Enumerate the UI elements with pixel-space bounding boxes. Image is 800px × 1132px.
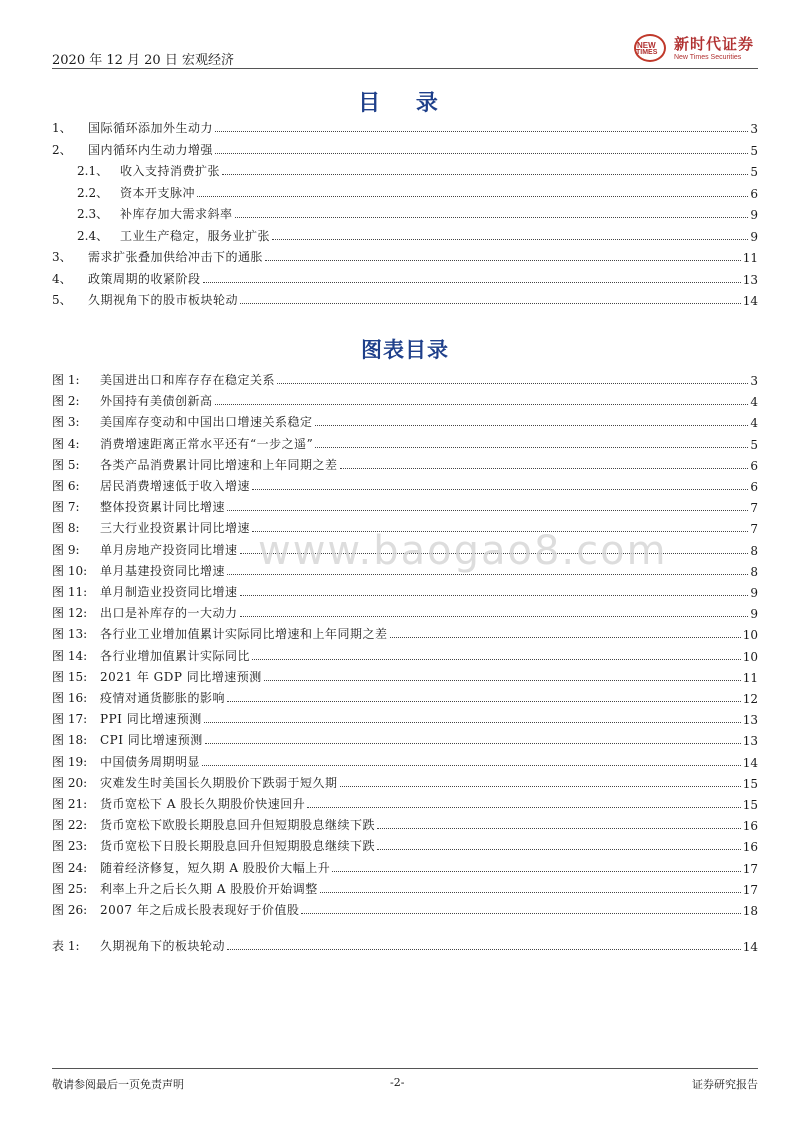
entry-number: 图 26: xyxy=(52,903,88,917)
entry-label: 各行业工业增加值累计实际同比增速和上年同期之差 xyxy=(100,627,388,642)
entry-page: 17 xyxy=(742,882,758,897)
footer-divider xyxy=(52,1068,758,1069)
dot-leader xyxy=(377,848,741,850)
dot-leader xyxy=(203,281,741,283)
toc-entry[interactable] xyxy=(52,455,758,473)
entry-number: 图 11: xyxy=(52,585,88,599)
entry-page: 5 xyxy=(750,165,758,179)
dot-leader xyxy=(215,403,749,405)
toc-entry[interactable] xyxy=(52,290,758,308)
entry-number: 图 24: xyxy=(52,860,88,875)
dot-leader xyxy=(315,424,749,426)
dot-leader xyxy=(315,446,748,448)
entry-number: 图 14: xyxy=(52,648,88,663)
entry-label: 中国债务周期明显 xyxy=(100,754,201,769)
entry-label: 各类产品消费累计同比增速和上年同期之差 xyxy=(100,457,338,472)
entry-page: 3 xyxy=(750,374,758,388)
logo-mark-bottom: TIMES xyxy=(635,49,658,56)
entry-number: 图 13: xyxy=(52,627,88,642)
toc-entry[interactable] xyxy=(52,118,758,136)
entry-page: 13 xyxy=(742,272,758,287)
entry-label: 2021 年 GDP 同比增速预测 xyxy=(100,669,262,684)
dot-leader xyxy=(227,948,741,950)
entry-number: 图 4: xyxy=(52,436,80,451)
entry-label: 需求扩张叠加供给冲击下的通胀 xyxy=(88,250,264,264)
entry-number: 图 16: xyxy=(52,691,88,705)
dot-leader xyxy=(272,238,748,240)
entry-page: 13 xyxy=(742,713,758,728)
entry-label: 货币宽松下 A 股长久期股价快速回升 xyxy=(100,797,306,811)
entry-label: 政策周期的收紧阶段 xyxy=(88,271,201,286)
entry-label: 整体投资累计同比增速 xyxy=(100,500,226,515)
entry-page: 9 xyxy=(750,586,758,600)
entry-label: 久期视角下的板块轮动 xyxy=(100,939,226,953)
company-logo xyxy=(632,32,754,66)
toc-entry[interactable] xyxy=(52,497,758,515)
entry-page: 5 xyxy=(750,143,758,158)
entry-page: 4 xyxy=(750,395,758,410)
toc-entry[interactable] xyxy=(52,434,758,452)
dot-leader xyxy=(340,467,749,469)
entry-number: 2.1、 xyxy=(77,164,109,178)
dot-leader xyxy=(227,509,748,511)
toc-entry[interactable] xyxy=(52,247,758,265)
entry-number: 2、 xyxy=(52,142,72,157)
toc-entry[interactable] xyxy=(52,226,758,244)
entry-page: 9 xyxy=(750,229,758,244)
footer-disclaimer: 敬请参阅最后一页免责声明 xyxy=(52,1078,184,1091)
entry-label: 灾难发生时美国长久期股价下跌弱于短久期 xyxy=(100,775,338,790)
watermark: www.baogao8.com xyxy=(258,528,668,574)
entry-page: 12 xyxy=(742,692,758,706)
toc-entry[interactable] xyxy=(52,794,758,812)
dot-leader xyxy=(277,382,748,384)
entry-page: 11 xyxy=(742,670,758,685)
entry-number: 图 18: xyxy=(52,733,88,748)
entry-number: 表 1: xyxy=(52,939,80,953)
dot-leader xyxy=(252,658,741,660)
entry-page: 14 xyxy=(742,755,758,770)
entry-page: 8 xyxy=(750,543,758,558)
entry-page: 6 xyxy=(750,480,758,494)
entry-number: 1、 xyxy=(52,121,72,135)
page-number: -2- xyxy=(390,1076,405,1089)
dot-leader xyxy=(227,700,741,702)
entry-page: 10 xyxy=(742,649,758,664)
dot-leader xyxy=(320,891,741,893)
entry-page: 17 xyxy=(742,861,758,876)
entry-label: 美国库存变动和中国出口增速关系稳定 xyxy=(100,415,313,430)
entry-page: 9 xyxy=(750,208,758,222)
toc-entry[interactable] xyxy=(52,752,758,770)
entry-number: 3、 xyxy=(52,250,72,264)
entry-number: 2.2、 xyxy=(77,185,109,200)
entry-label: 居民消费增速低于收入增速 xyxy=(100,479,251,493)
entry-label: 利率上升之后长久期 A 股股价开始调整 xyxy=(100,881,318,896)
toc-title: 目 录 xyxy=(358,91,452,116)
dot-leader xyxy=(240,615,749,617)
entry-page: 8 xyxy=(750,564,758,579)
entry-label: 疫情对通货膨胀的影响 xyxy=(100,691,226,705)
entry-page: 5 xyxy=(750,437,758,452)
entry-label: 单月房地产投资同比增速 xyxy=(100,542,238,557)
toc-entry[interactable] xyxy=(52,936,758,954)
toc-entry[interactable] xyxy=(52,204,758,222)
entry-label: 2007 年之后成长股表现好于价值股 xyxy=(100,903,300,917)
toc-entry[interactable] xyxy=(52,688,758,706)
entry-number: 图 7: xyxy=(52,500,80,515)
entry-number: 图 2: xyxy=(52,394,80,409)
dot-leader xyxy=(264,679,741,681)
toc-entry[interactable] xyxy=(52,412,758,430)
logo-chinese-name: 新时代证券 xyxy=(673,35,754,53)
toc-entry[interactable] xyxy=(52,161,758,179)
figures-title: 图表目录 xyxy=(361,338,449,362)
entry-number: 图 3: xyxy=(52,415,80,430)
entry-label: 单月制造业投资同比增速 xyxy=(100,585,238,599)
toc-entry[interactable] xyxy=(52,370,758,388)
entry-page: 7 xyxy=(750,501,758,516)
logo-mark-top: NEW xyxy=(636,41,656,50)
entry-page: 11 xyxy=(742,251,758,265)
page-header xyxy=(52,35,758,68)
dot-leader xyxy=(265,259,741,261)
logo-english-name: New Times Securities xyxy=(673,54,742,61)
entry-number: 图 25: xyxy=(52,881,88,896)
entry-number: 图 22: xyxy=(52,818,88,833)
toc-entry[interactable] xyxy=(52,709,758,727)
entry-number: 2.4、 xyxy=(77,228,109,243)
dot-leader xyxy=(390,636,741,638)
dot-leader xyxy=(340,785,741,787)
entry-page: 6 xyxy=(750,186,758,201)
entry-number: 图 1: xyxy=(52,373,80,387)
entry-label: 单月基建投资同比增速 xyxy=(100,563,226,578)
entry-page: 14 xyxy=(742,940,758,954)
entry-label: 随着经济修复，短久期 A 股股价大幅上升 xyxy=(100,860,331,875)
toc-entry[interactable] xyxy=(52,667,758,685)
toc-entry[interactable] xyxy=(52,624,758,642)
dot-leader xyxy=(204,721,741,723)
toc-entry[interactable] xyxy=(52,730,758,748)
entry-number: 图 23: xyxy=(52,839,88,854)
dot-leader xyxy=(222,173,748,175)
dot-leader xyxy=(332,870,740,872)
entry-label: 国内循环内生动力增强 xyxy=(88,142,214,157)
entry-label: 久期视角下的股市板块轮动 xyxy=(88,293,239,307)
dot-leader xyxy=(205,742,741,744)
dot-leader xyxy=(377,827,741,829)
entry-page: 18 xyxy=(742,904,758,918)
dot-leader xyxy=(307,806,740,808)
new-times-logo-mark xyxy=(632,34,670,64)
entry-page: 15 xyxy=(742,776,758,791)
entry-label: 消费增速距离正常水平还有“一步之遥” xyxy=(100,436,314,451)
entry-label: 美国进出口和库存存在稳定关系 xyxy=(100,373,276,387)
entry-number: 5、 xyxy=(52,293,72,307)
toc-entry[interactable] xyxy=(52,836,758,854)
entry-label: 各行业增加值累计实际同比 xyxy=(100,648,251,663)
entry-number: 图 12: xyxy=(52,606,88,621)
toc-entry[interactable] xyxy=(52,183,758,201)
entry-number: 图 19: xyxy=(52,754,88,769)
entry-label: 外国持有美债创新高 xyxy=(100,394,213,409)
entry-page: 10 xyxy=(742,628,758,643)
dot-leader xyxy=(215,152,748,154)
entry-page: 6 xyxy=(750,458,758,473)
entry-number: 图 15: xyxy=(52,669,88,684)
dot-leader xyxy=(240,594,749,596)
toc-entry[interactable] xyxy=(52,815,758,833)
dot-leader xyxy=(240,302,741,304)
dot-leader xyxy=(202,764,741,766)
dot-leader xyxy=(235,216,749,218)
toc-entry[interactable] xyxy=(52,476,758,494)
toc-entry[interactable] xyxy=(52,391,758,409)
entry-page: 15 xyxy=(742,798,758,812)
toc-entry[interactable] xyxy=(52,879,758,897)
entry-number: 图 10: xyxy=(52,563,88,578)
dot-leader xyxy=(301,912,740,914)
entry-number: 图 21: xyxy=(52,797,88,811)
entry-number: 图 17: xyxy=(52,712,88,727)
entry-label: 资本开支脉冲 xyxy=(120,185,196,200)
header-date-section: 2020 年 12 月 20 日 宏观经济 xyxy=(52,53,234,68)
entry-number: 图 6: xyxy=(52,479,80,493)
dot-leader xyxy=(215,130,748,132)
entry-page: 9 xyxy=(750,607,758,622)
entry-label: CPI 同比增速预测 xyxy=(100,733,203,748)
entry-page: 14 xyxy=(742,294,758,308)
dot-leader xyxy=(197,195,748,197)
entry-number: 图 5: xyxy=(52,457,80,472)
entry-number: 4、 xyxy=(52,271,72,286)
entry-label: 工业生产稳定，服务业扩张 xyxy=(120,228,271,243)
toc-entry[interactable] xyxy=(52,858,758,876)
entry-label: 补库存加大需求斜率 xyxy=(120,207,233,221)
entry-page: 16 xyxy=(742,840,758,855)
entry-page: 3 xyxy=(750,122,758,136)
entry-number: 图 8: xyxy=(52,521,80,536)
toc-entry[interactable] xyxy=(52,603,758,621)
entry-label: 收入支持消费扩张 xyxy=(120,164,221,178)
toc-entry[interactable] xyxy=(52,582,758,600)
entry-number: 2.3、 xyxy=(77,207,109,221)
header-divider xyxy=(52,68,758,69)
entry-label: 国际循环添加外生动力 xyxy=(88,121,214,135)
dot-leader xyxy=(252,488,748,490)
entry-label: 三大行业投资累计同比增速 xyxy=(100,521,251,536)
toc-entry[interactable] xyxy=(52,773,758,791)
entry-label: 出口是补库存的一大动力 xyxy=(100,606,238,621)
toc-entry[interactable] xyxy=(52,900,758,918)
footer-report-type: 证券研究报告 xyxy=(692,1078,758,1091)
toc-entry[interactable] xyxy=(52,646,758,664)
entry-page: 7 xyxy=(750,522,758,537)
entry-page: 4 xyxy=(750,416,758,431)
entry-label: 货币宽松下欧股长期股息回升但短期股息继续下跌 xyxy=(100,818,376,833)
toc-entry[interactable] xyxy=(52,140,758,158)
entry-label: PPI 同比增速预测 xyxy=(100,712,202,727)
entry-number: 图 20: xyxy=(52,775,88,790)
entry-number: 图 9: xyxy=(52,542,80,557)
toc-entry[interactable] xyxy=(52,269,758,287)
entry-label: 货币宽松下日股长期股息回升但短期股息继续下跌 xyxy=(100,839,376,854)
entry-page: 16 xyxy=(742,819,758,834)
entry-page: 13 xyxy=(742,734,758,749)
